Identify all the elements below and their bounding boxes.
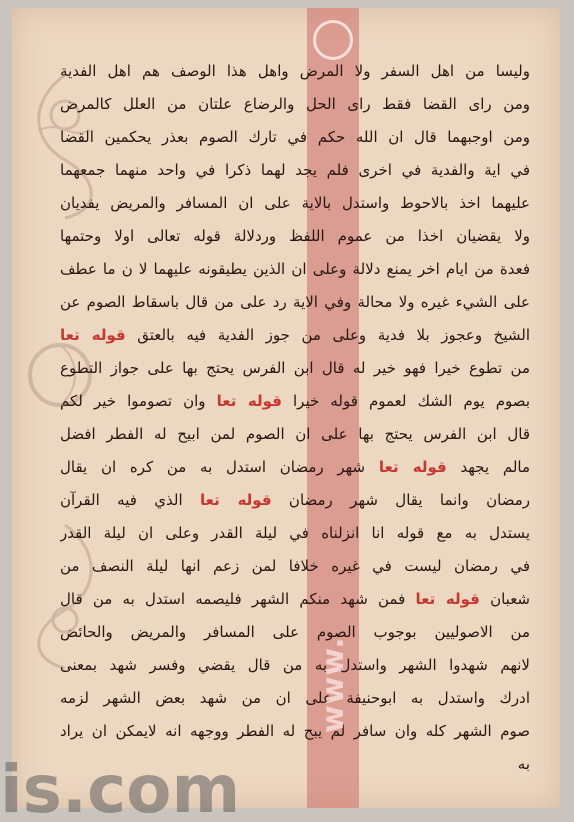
- text-segment: شعبان: [479, 590, 530, 608]
- rubric-heading: قوله تعا: [60, 326, 126, 344]
- rubric-heading: قوله تعا: [200, 491, 272, 509]
- text-segment: صوم الشهر كله وان سافر لم يبح له الفطر ووجهه انه لايمكن ان يراد: [60, 722, 530, 740]
- text-segment: في اية والفدية في اخرى فلم يجد لهما ذكرا في واحد منهما جمعهما: [60, 161, 530, 179]
- text-segment: ومن اوجبهما قال ان الله حكم في تارك الصوم بعذر يحكمين القضا: [60, 128, 530, 146]
- text-segment: على الشيء غيره ولا محالة وفي الاية رد على من قال باسقاط الصوم عن: [60, 293, 530, 311]
- text-segment: ولا يقضيان اخذا من عموم اللفظ وردلالة قوله تعالى اولا وحتمها: [60, 227, 530, 245]
- text-segment: يستدل به مع قوله انا انزلناه في ليلة القدر وعلى ان ليلة القدر: [60, 524, 530, 542]
- text-segment: فعدة من ايام اخر يمنع دلالة وعلى ان الذين يطيقونه عليهما لا ن ما عطف: [60, 260, 530, 278]
- text-segment: من تطوع خيرا فهو خير له قال ابن الفرس يحتج بها على جواز التطوع: [60, 359, 530, 377]
- text-line: [60, 319, 530, 352]
- text-segment: ادرك واستدل به ابوحنيفة على ان من شهد بعض الشهر لزمه: [60, 689, 530, 707]
- text-line: [60, 88, 530, 121]
- text-line: [60, 616, 530, 649]
- text-line: [60, 352, 530, 385]
- text-line: [60, 550, 530, 583]
- manuscript-text: [60, 55, 530, 800]
- text-segment: عليهما اخذ بالاحوط واستدل بالاية على ان المسافر والمريض يفديان: [60, 194, 530, 212]
- text-segment: مالم يجهد: [446, 458, 530, 476]
- text-segment: فمن شهد منكم الشهر فليصمه استدل به من قال: [60, 590, 416, 608]
- text-segment: وان تصوموا خير لكم: [60, 392, 217, 410]
- rubric-heading: قوله تعا: [378, 458, 447, 476]
- text-line: [60, 715, 530, 748]
- text-line: [60, 484, 530, 517]
- text-segment: لانهم شهدوا الشهر واستدل به من قال يقضي وفسر شهد بمعنى: [60, 656, 530, 674]
- text-segment: شهر رمضان استدل به من كره ان يقال: [60, 458, 379, 476]
- text-line: [60, 220, 530, 253]
- text-segment: قال ابن الفرس يحتج بها على ان الصوم لمن ابيح له الفطر افضل: [60, 425, 530, 443]
- text-segment: رمضان وانما يقال شهر رمضان: [271, 491, 530, 509]
- watermark-vertical-text: www.: [316, 636, 351, 734]
- text-line: [60, 286, 530, 319]
- text-segment: ومن راى القضا فقط راى الحل والرضاع علتان من العلل كالمرض: [60, 95, 530, 113]
- text-segment: بصوم يوم الشك لعموم قوله خيرا: [281, 392, 530, 410]
- text-line: [60, 55, 530, 88]
- text-line: [60, 649, 530, 682]
- watermark-brand-text: is.com: [0, 755, 241, 822]
- text-line: [60, 583, 530, 616]
- text-segment: وليسا من اهل السفر ولا المرض واهل هذا الوصف هم اهل الفدية: [60, 62, 530, 80]
- text-segment: في رمضان ليست في غيره خلافا لمن زعم انها ليلة النصف من: [60, 557, 530, 575]
- text-segment: به: [517, 755, 530, 773]
- text-line: [60, 121, 530, 154]
- text-line: [60, 451, 530, 484]
- text-segment: الذي فيه القرآن: [60, 491, 201, 509]
- rubric-heading: قوله تعا: [415, 590, 480, 608]
- text-segment: الشيخ وعجوز بلا فدية وعلى من جوز الفدية فيه بالعتق: [125, 326, 530, 344]
- text-line: [60, 385, 530, 418]
- rubric-heading: قوله تعا: [216, 392, 282, 410]
- watermark-seal-icon: [313, 20, 353, 60]
- text-line: [60, 253, 530, 286]
- text-segment: من الاصوليين بوجوب الصوم على المسافر والمريض والحائض: [60, 623, 530, 641]
- text-line: [60, 187, 530, 220]
- text-line: [60, 154, 530, 187]
- text-line: [60, 517, 530, 550]
- text-line: [60, 682, 530, 715]
- text-line: [60, 418, 530, 451]
